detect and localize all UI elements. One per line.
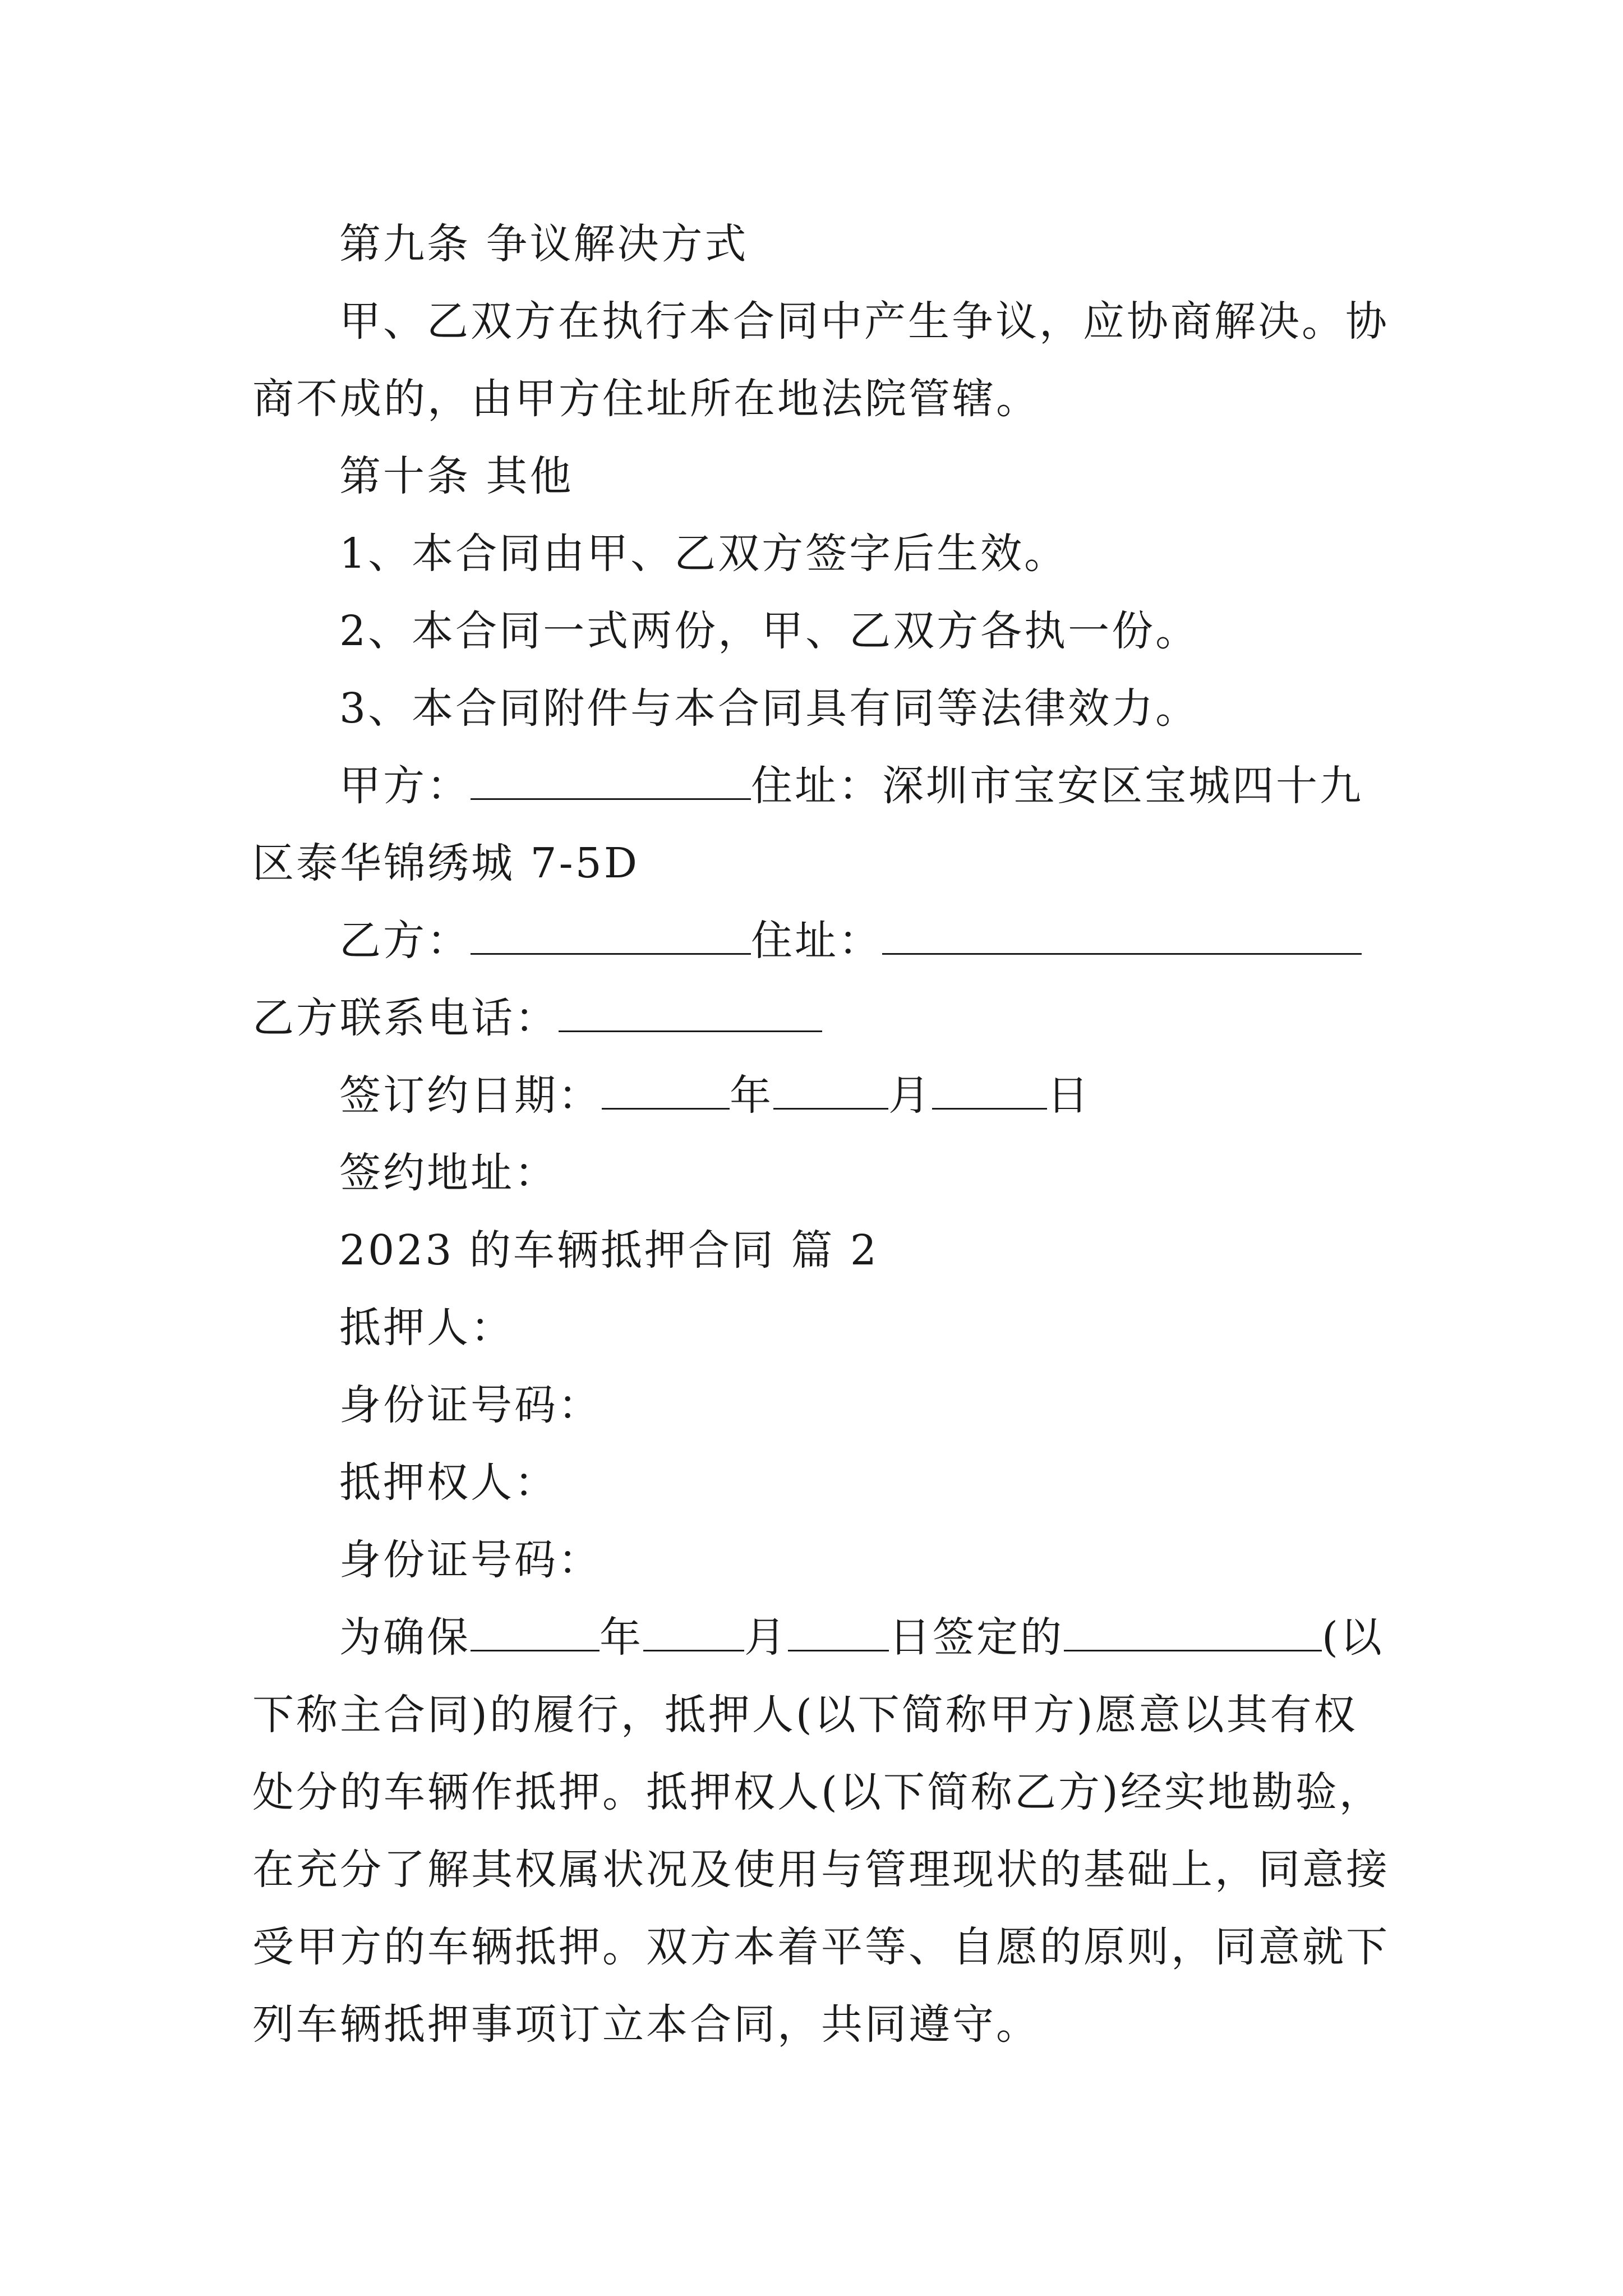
mortgagor-id-label: 身份证号码： [339,1381,602,1429]
party-b-phone-label: 乙方联系电话： [252,994,559,1042]
sign-year-blank[interactable] [602,1073,730,1110]
party-b-phone-blank[interactable] [559,996,822,1032]
sign-date-label: 签订约日期： [339,1071,602,1120]
sign-place-label: 签约地址： [339,1149,558,1197]
intro-prefix: 为确保 [339,1613,471,1662]
intro-month-blank[interactable] [643,1615,744,1651]
party-b-address-label: 住址： [751,917,882,965]
year-char: 年 [730,1071,773,1120]
day-char: 日 [1047,1071,1091,1120]
intro-line-2: 下称主合同)的履行，抵押人(以下简称甲方)愿意以其有权 [252,1691,1358,1739]
party-a-address-label: 住址： [751,762,882,810]
mortgagee-id-label: 身份证号码： [339,1536,602,1584]
article-10-item-3: 3、本合同附件与本合同具有同等法律效力。 [339,684,1200,733]
intro-signed-text: 签定的 [933,1613,1064,1662]
intro-line-6: 列车辆抵押事项订立本合同，共同遵守。 [252,2000,1040,2049]
article-10-heading: 第十条 其他 [339,452,574,500]
party-a-label: 甲方： [339,762,471,810]
party-a-name-blank[interactable] [471,763,751,800]
intro-month-char: 月 [744,1613,788,1662]
intro-year-blank[interactable] [471,1615,600,1651]
mortgagor-label: 抵押人： [339,1304,514,1352]
intro-day-blank[interactable] [788,1615,889,1651]
intro-line-1 [339,1607,1396,1668]
article-9-paragraph-line-2: 商不成的，由甲方住址所在地法院管辖。 [252,375,1040,423]
mortgagee-label: 抵押权人： [339,1458,558,1507]
sign-month-blank[interactable] [773,1073,888,1110]
party-b-address-blank[interactable] [882,918,1362,955]
sign-day-blank[interactable] [932,1073,1047,1110]
main-contract-name-blank[interactable] [1064,1615,1322,1651]
party-a-address-part-2: 区泰华锦绣城 7-5D [252,839,640,887]
intro-line-5: 受甲方的车辆抵押。双方本着平等、自愿的原则，同意就下 [252,1923,1390,1971]
sign-date-line [339,1065,1396,1126]
article-10-item-2: 2、本合同一式两份，甲、乙双方各执一份。 [339,607,1200,655]
intro-year-char: 年 [600,1613,643,1662]
party-a-address-part-1: 深圳市宝安区宝城四十九 [882,762,1363,810]
intro-line-3: 处分的车辆作抵押。抵押权人(以下简称乙方)经实地勘验， [252,1768,1383,1816]
party-b-line [339,910,1396,972]
intro-line-4: 在充分了解其权属状况及使用与管理现状的基础上，同意接 [252,1846,1390,1894]
article-9-paragraph-line-1: 甲、乙双方在执行本合同中产生争议，应协商解决。协 [339,297,1389,346]
party-a-line [339,755,1396,817]
intro-day-char: 日 [889,1613,933,1662]
article-10-item-1: 1、本合同由甲、乙双方签字后生效。 [339,530,1068,578]
party-b-label: 乙方： [339,917,471,965]
part-2-title: 2023 的车辆抵押合同 篇 2 [339,1226,879,1274]
article-9-heading: 第九条 争议解决方式 [339,220,749,268]
party-b-name-blank[interactable] [471,918,751,955]
intro-suffix: (以 [1322,1613,1384,1662]
party-b-phone-line [252,987,1396,1049]
month-char: 月 [888,1071,932,1120]
